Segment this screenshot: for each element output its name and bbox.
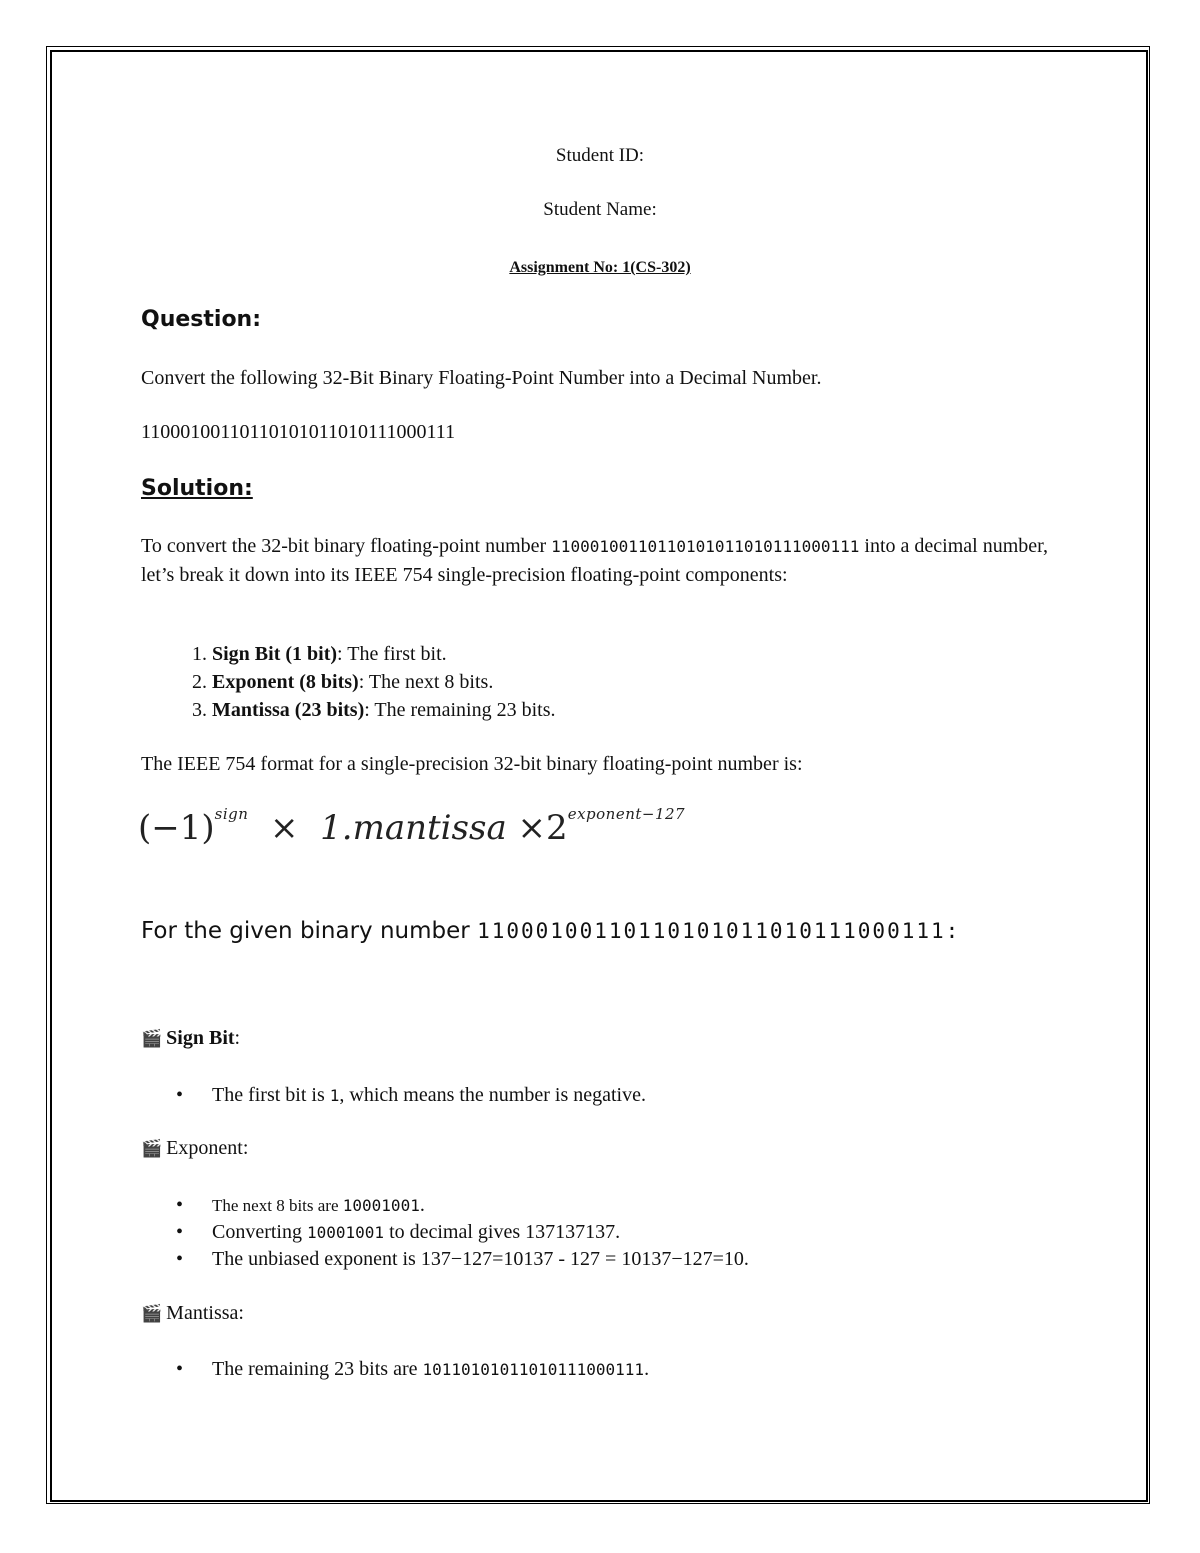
mantissa-value: 10110101011010111000111 [422,1360,645,1379]
formula-sign-sup: sign [214,805,249,823]
exponent-bullet-after: . [419,1194,425,1216]
exponent-bullet-value: 10001001 [342,1196,420,1215]
sign-bit-text-before: The first bit is [212,1084,330,1106]
exponent-list [141,1192,749,1273]
exponent-bullet-after: to decimal gives 137137137. [384,1221,621,1243]
step-term: Mantissa (23 bits) [212,699,365,721]
exponent-bullet-before: The next 8 bits are [212,1196,343,1215]
exponent-bullet-before: Converting [212,1221,307,1243]
list-item [212,668,556,696]
mantissa-text-before: The remaining 23 bits are [212,1358,423,1380]
given-label: For the given binary number [141,918,478,944]
exponent-bullet-value: 10001001 [307,1223,385,1242]
step-term: Exponent (8 bits) [212,671,359,693]
student-id-label: Student ID: [555,145,645,166]
solution-heading: Solution: [141,476,253,501]
list-item [212,1246,749,1273]
sign-bit-list [141,1082,646,1109]
question-binary: 11000100110110101011010111000111 [141,421,456,443]
list-item [212,1192,749,1219]
exponent-bullet-before: The unbiased exponent is 137−127=10137 - 127 = 10137−127=10. [212,1248,749,1270]
list-item [212,1219,749,1246]
step-term: Sign Bit (1 bit) [212,643,338,665]
formula-base: (−1) [138,808,215,848]
sign-bit-text-after: , which means the number is negative. [339,1084,646,1106]
formula-two: 2 [546,808,568,848]
solution-intro-binary: 11000100110110101011010111000111 [551,537,860,556]
list-item [212,696,556,724]
mantissa-text-after: . [644,1358,650,1380]
sign-bit-heading [141,1027,240,1050]
sign-bit-colon: : [234,1027,241,1049]
question-heading: Question: [141,307,262,332]
given-number-line [141,918,960,944]
formula-times-2: × [517,808,547,848]
exponent-heading [141,1137,248,1160]
list-item [212,1082,646,1109]
format-sentence: The IEEE 754 format for a single-precision 32-bit binary floating-point number is: [141,753,803,775]
solution-intro-after: into a decimal number, let’s break it down into its IEEE 754 single-precision floating-point components: [141,535,1049,586]
clapperboard-icon: 🎬 [141,1304,163,1324]
student-name-label: Student Name: [543,199,657,220]
formula-mantissa: 1.mantissa [320,808,507,848]
step-desc: : The next 8 bits. [358,671,494,693]
mantissa-heading [141,1302,244,1325]
solution-intro [141,532,1061,589]
clapperboard-icon: 🎬 [141,1139,163,1159]
step-desc: : The remaining 23 bits. [364,699,556,721]
clapperboard-icon: 🎬 [141,1029,163,1049]
question-prompt: Convert the following 32-Bit Binary Floating-Point Number into a Decimal Number. [141,367,822,389]
sign-bit-label: Sign Bit [166,1027,235,1049]
step-desc: : The first bit. [337,643,447,665]
sign-bit-value: 1 [329,1086,340,1105]
list-item [212,1356,649,1383]
solution-intro-before: To convert the 32-bit binary floating-point number [141,535,552,557]
given-binary: 11000100110110101011010111000111: [477,919,961,943]
assignment-title-wrap [0,256,1200,278]
ieee-formula [138,805,685,848]
list-item [212,640,556,668]
exponent-label: Exponent: [166,1137,249,1159]
assignment-title: Assignment No: 1(CS-302) [509,259,691,276]
component-steps-list [141,640,556,724]
formula-times-1: × [270,808,299,848]
formula-exp-sup: exponent−127 [567,805,686,823]
mantissa-list [141,1356,649,1383]
mantissa-label: Mantissa: [166,1302,244,1324]
